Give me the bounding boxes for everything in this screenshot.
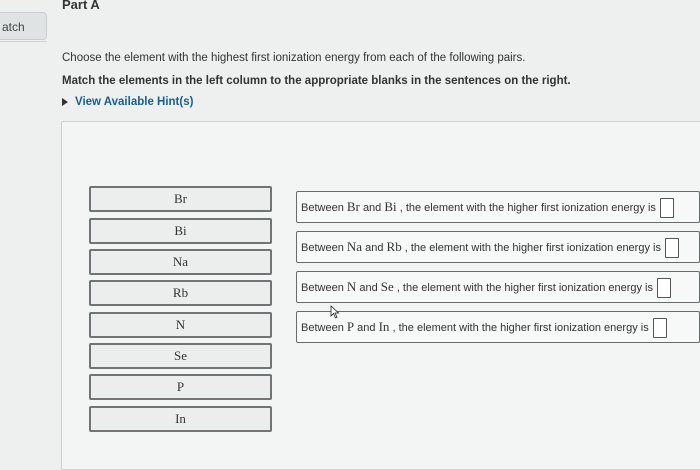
- element-chip-na[interactable]: Na: [89, 249, 272, 275]
- sentence-n-se: [296, 271, 700, 303]
- sentence-element-b: In: [378, 319, 390, 334]
- view-hints-link[interactable]: [62, 96, 193, 108]
- answer-blank[interactable]: [657, 278, 671, 298]
- sidebar-tab-label: atch: [2, 20, 25, 34]
- element-chip-rb[interactable]: Rb: [89, 280, 272, 306]
- sentence-na-rb: [296, 231, 700, 263]
- sentence-element-b: Bi: [384, 199, 397, 214]
- sidebar-divider: [0, 41, 47, 42]
- sentence-element-b: Se: [380, 279, 394, 294]
- sentence-suffix: , the element with the higher first ionization energy is: [392, 322, 649, 334]
- sentence-prefix: Between: [301, 282, 344, 294]
- sentence-and: and: [365, 242, 384, 254]
- element-chip-p[interactable]: P: [89, 374, 272, 400]
- sentence-element-a: N: [346, 279, 357, 294]
- answer-blank[interactable]: [665, 238, 679, 258]
- sentence-suffix: , the element with the higher first ionization energy is: [404, 242, 661, 254]
- question-match-instruction: Match the elements in the left column to the appropriate blanks in the sentences on the right.: [62, 75, 571, 87]
- sentence-element-a: Br: [346, 199, 360, 214]
- sentence-prefix: Between: [301, 322, 344, 334]
- sentence-p-in: [296, 311, 700, 343]
- element-chip-se[interactable]: Se: [89, 343, 272, 369]
- mouse-pointer-icon: [330, 305, 340, 319]
- view-hints-label: View Available Hint(s): [75, 96, 194, 108]
- element-chip-n[interactable]: N: [89, 312, 272, 338]
- answer-blank[interactable]: [660, 198, 674, 218]
- sentence-suffix: , the element with the higher first ionization energy is: [399, 202, 656, 214]
- sentence-element-b: Rb: [386, 239, 402, 254]
- sentence-br-bi: [296, 191, 700, 223]
- part-title: Part A: [62, 0, 100, 12]
- sentence-element-a: P: [346, 319, 355, 334]
- question-instruction: Choose the element with the highest first ionization energy from each of the following pairs.: [62, 52, 526, 64]
- sentence-and: and: [359, 282, 378, 294]
- element-chip-br[interactable]: Br: [89, 186, 272, 212]
- element-chip-in[interactable]: In: [89, 406, 272, 432]
- sentence-element-a: Na: [346, 239, 363, 254]
- caret-right-icon: [62, 98, 68, 106]
- sentence-suffix: , the element with the higher first ionization energy is: [396, 282, 654, 294]
- sentence-prefix: Between: [301, 242, 344, 254]
- sidebar-tab[interactable]: [0, 12, 47, 40]
- sentence-and: and: [362, 202, 382, 214]
- answer-blank[interactable]: [653, 318, 667, 338]
- sentence-prefix: Between: [301, 202, 344, 214]
- element-chip-bi[interactable]: Bi: [89, 218, 272, 244]
- sentence-and: and: [357, 322, 376, 334]
